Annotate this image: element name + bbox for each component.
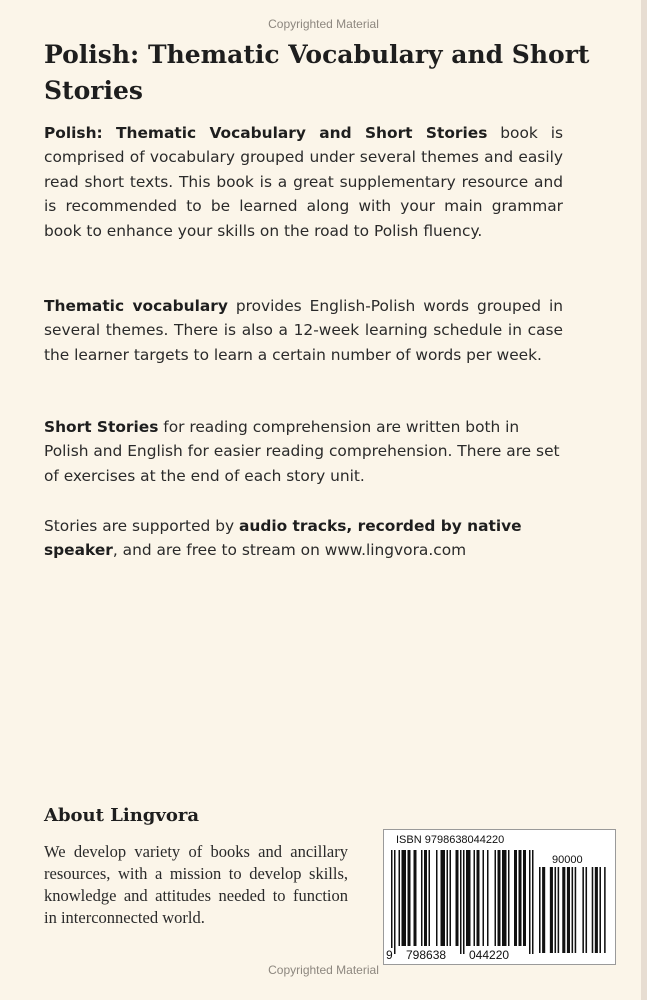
barcode-digits-right: 044220 <box>469 948 510 962</box>
barcode-bar <box>575 867 577 953</box>
barcode-bar <box>498 850 501 946</box>
barcode-bar <box>408 850 411 946</box>
short-stories-bold: Short Stories <box>44 418 159 436</box>
thematic-vocabulary-bold: Thematic vocabulary <box>44 297 228 315</box>
book-title: Polish: Thematic Vocabulary and Short Stories <box>44 40 590 105</box>
barcode-bar <box>477 850 480 946</box>
ean-barcode-bars <box>391 850 536 956</box>
barcode-bar <box>539 867 541 953</box>
barcode-bar <box>495 850 497 946</box>
barcode-bar <box>460 850 462 954</box>
barcode-bar <box>414 850 417 946</box>
barcode-bar <box>463 850 465 954</box>
description-paragraph <box>44 121 563 243</box>
audio-intro-text: Stories are supported by <box>44 517 239 535</box>
barcode-bar <box>567 867 570 953</box>
short-stories-paragraph <box>44 415 563 488</box>
barcode-digits-left: 798638 <box>406 948 447 962</box>
barcode-bar <box>604 867 606 953</box>
barcode-bar <box>519 850 522 946</box>
barcode-bar <box>532 850 534 954</box>
barcode-bar <box>592 867 594 953</box>
barcode-bar <box>586 867 588 953</box>
audio-website-text: , and are free to stream on www.lingvora.com <box>112 541 467 560</box>
barcode-bar <box>466 850 471 946</box>
barcode-bar <box>599 867 601 953</box>
short-stories-text: for reading comprehension are written both in Polish and English for easier reading comprehension. There are set of exercises at the end of each story unit. <box>44 418 560 485</box>
barcode-bar <box>402 850 407 946</box>
copyright-watermark-bottom: Copyrighted Material <box>268 963 379 977</box>
audio-tracks-paragraph <box>44 514 563 563</box>
barcode-bar <box>582 867 584 953</box>
about-text: We develop variety of books and ancillary resources, with a mission to develop skills, knowledge and attitudes needed to function in interconnected world. <box>44 842 348 927</box>
barcode-bar <box>542 867 545 953</box>
copyright-watermark-top: Copyrighted Material <box>268 17 379 31</box>
barcode-bar <box>502 850 507 946</box>
barcode-bar <box>424 850 427 946</box>
barcode-bar <box>447 850 449 946</box>
barcode-bar <box>391 850 393 954</box>
barcode-bar <box>514 850 517 946</box>
barcode-bar <box>595 867 598 953</box>
barcode-bar <box>550 867 553 953</box>
barcode-bar <box>394 850 396 954</box>
isbn-barcode <box>383 829 616 965</box>
price-code-label: 90000 <box>552 854 583 866</box>
thematic-vocabulary-text: provides English-Polish words grouped in several themes. There is also a 12-week learning schedule in case the learner targets to learn a certain number of words per week. <box>44 297 563 364</box>
barcode-bar <box>456 850 459 946</box>
barcode-bar <box>421 850 423 946</box>
barcode-bar <box>562 867 565 953</box>
barcode-digit-first: 9 <box>386 948 393 962</box>
barcode-bar <box>508 850 510 946</box>
barcode-bar <box>429 850 431 946</box>
audio-tracks-bold: audio tracks, recorded by native speaker <box>44 517 522 560</box>
barcode-bar <box>474 850 476 946</box>
thematic-vocabulary-paragraph <box>44 294 563 367</box>
barcode-bar <box>487 850 489 946</box>
barcode-bar <box>450 850 452 946</box>
about-heading: About Lingvora <box>44 805 200 826</box>
cover-edge <box>641 0 647 1000</box>
barcode-bar <box>483 850 485 946</box>
description-text: book is comprised of vocabulary grouped under several themes and easily read short texts. This book is a great supplementary resource and is recommended to be learned along with your main grammar book to enhance your skills on the road to Polish fluency. <box>44 124 563 240</box>
barcode-bar <box>441 850 446 946</box>
barcode-bar <box>529 850 531 954</box>
barcode-bar <box>558 867 560 953</box>
barcode-bar <box>572 867 574 953</box>
barcode-bar <box>555 867 557 953</box>
barcode-bar <box>436 850 438 946</box>
barcode-bar <box>399 850 401 946</box>
isbn-label: ISBN 9798638044220 <box>396 834 505 846</box>
addon-barcode-bars <box>539 867 609 956</box>
book-title-bold: Polish: Thematic Vocabulary and Short Stories <box>44 124 488 142</box>
barcode-bar <box>523 850 526 946</box>
